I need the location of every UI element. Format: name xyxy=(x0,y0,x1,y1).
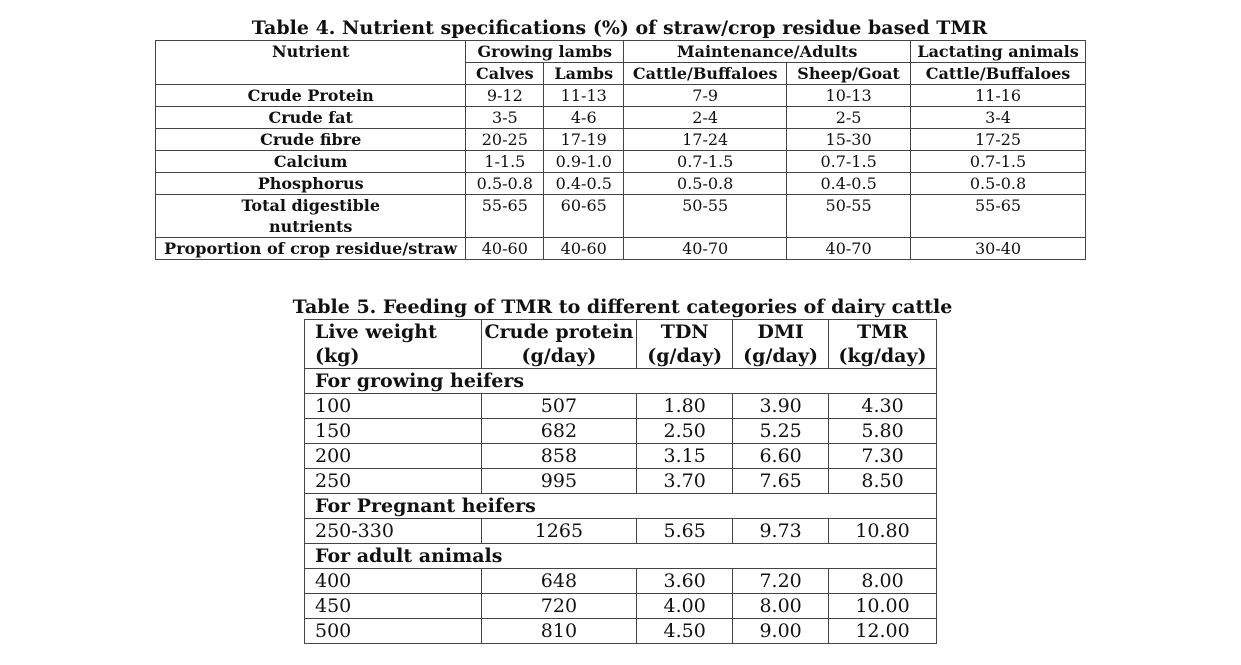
table-cell: 4-6 xyxy=(544,107,624,129)
header-maintenance-adults: Maintenance/Adults xyxy=(624,41,911,63)
table-cell: 10.00 xyxy=(829,594,937,619)
table-cell: 50-55 xyxy=(787,195,911,238)
header-tdn xyxy=(637,320,733,369)
table-cell: 1.80 xyxy=(637,394,733,419)
header-crude-protein xyxy=(481,320,637,369)
table-cell: 400 xyxy=(305,569,482,594)
section-title: For Pregnant heifers xyxy=(305,494,937,519)
table-cell: 11-16 xyxy=(911,85,1086,107)
table-cell: 2-4 xyxy=(624,107,787,129)
table-cell: 55-65 xyxy=(911,195,1086,238)
table-cell: 810 xyxy=(481,619,637,644)
table-cell: 9-12 xyxy=(466,85,544,107)
header-lambs: Lambs xyxy=(544,63,624,85)
table-cell: 858 xyxy=(481,444,637,469)
header-line: TDN xyxy=(660,321,709,343)
table-cell: 40-60 xyxy=(544,238,624,260)
table-cell: 250-330 xyxy=(305,519,482,544)
table-cell: 7.20 xyxy=(733,569,829,594)
table-cell: 1-1.5 xyxy=(466,151,544,173)
table-row xyxy=(156,129,1086,151)
table-cell: 7-9 xyxy=(624,85,787,107)
section-row xyxy=(305,369,937,394)
header-line: (g/day) xyxy=(521,345,597,367)
table-cell: 4.30 xyxy=(829,394,937,419)
header-line: (kg/day) xyxy=(838,345,927,367)
header-tmr xyxy=(829,320,937,369)
table-cell: 3.60 xyxy=(637,569,733,594)
table-cell: 40-60 xyxy=(466,238,544,260)
table-cell: 0.7-1.5 xyxy=(624,151,787,173)
header-calves: Calves xyxy=(466,63,544,85)
table-cell: 450 xyxy=(305,594,482,619)
table-cell: 0.4-0.5 xyxy=(787,173,911,195)
table-row xyxy=(305,569,937,594)
row-label-line: nutrients xyxy=(268,217,353,236)
table-row xyxy=(156,85,1086,107)
table-4-caption: Table 4. Nutrient specifications (%) of straw/crop residue based TMR xyxy=(251,17,988,39)
table-cell: 3.90 xyxy=(733,394,829,419)
table-cell: 5.25 xyxy=(733,419,829,444)
table-cell: 55-65 xyxy=(466,195,544,238)
table-cell: 8.00 xyxy=(733,594,829,619)
tmr-feeding-table xyxy=(304,319,937,644)
table-cell: 6.60 xyxy=(733,444,829,469)
row-label: Crude fat xyxy=(156,107,466,129)
table-cell: 5.80 xyxy=(829,419,937,444)
table-cell: 12.00 xyxy=(829,619,937,644)
table-header-row xyxy=(305,320,937,369)
table-cell: 3.15 xyxy=(637,444,733,469)
table-cell: 11-13 xyxy=(544,85,624,107)
row-label: Phosphorus xyxy=(156,173,466,195)
table-header-row xyxy=(156,41,1086,63)
table-row xyxy=(156,173,1086,195)
table-cell: 500 xyxy=(305,619,482,644)
section-title: For growing heifers xyxy=(305,369,937,394)
section-row xyxy=(305,494,937,519)
table-cell: 8.50 xyxy=(829,469,937,494)
table-row xyxy=(305,519,937,544)
header-line: (g/day) xyxy=(647,345,723,367)
table-cell: 200 xyxy=(305,444,482,469)
header-nutrient: Nutrient xyxy=(156,41,466,85)
table-row xyxy=(305,594,937,619)
table-cell: 17-24 xyxy=(624,129,787,151)
row-label-line: Total digestible xyxy=(241,196,381,215)
section-title: For adult animals xyxy=(305,544,937,569)
header-line: DMI xyxy=(757,321,804,343)
table-cell: 17-25 xyxy=(911,129,1086,151)
table-cell: 5.65 xyxy=(637,519,733,544)
table-cell: 250 xyxy=(305,469,482,494)
table-cell: 2.50 xyxy=(637,419,733,444)
table-cell: 40-70 xyxy=(624,238,787,260)
table-row xyxy=(305,444,937,469)
table-cell: 50-55 xyxy=(624,195,787,238)
table-cell: 150 xyxy=(305,419,482,444)
table-row xyxy=(305,469,937,494)
table-cell: 17-19 xyxy=(544,129,624,151)
table-row xyxy=(156,195,1086,238)
section-row xyxy=(305,544,937,569)
table-cell: 15-30 xyxy=(787,129,911,151)
header-live-weight: Live weight (kg) xyxy=(305,320,482,369)
table-cell: 3-5 xyxy=(466,107,544,129)
table-cell: 10.80 xyxy=(829,519,937,544)
table-cell: 3-4 xyxy=(911,107,1086,129)
table-cell: 0.7-1.5 xyxy=(787,151,911,173)
header-lactating-animals: Lactating animals xyxy=(911,41,1086,63)
table-cell: 20-25 xyxy=(466,129,544,151)
table-cell: 0.5-0.8 xyxy=(624,173,787,195)
table-cell: 0.7-1.5 xyxy=(911,151,1086,173)
table-5-caption: Table 5. Feeding of TMR to different categories of dairy cattle xyxy=(292,296,953,318)
table-cell: 682 xyxy=(481,419,637,444)
table-row xyxy=(305,419,937,444)
table-cell: 4.50 xyxy=(637,619,733,644)
header-cattle-buffaloes: Cattle/Buffaloes xyxy=(624,63,787,85)
row-label: Crude Protein xyxy=(156,85,466,107)
table-cell: 1265 xyxy=(481,519,637,544)
header-line: Crude protein xyxy=(484,321,634,343)
table-cell: 0.9-1.0 xyxy=(544,151,624,173)
table-cell: 3.70 xyxy=(637,469,733,494)
table-cell: 0.5-0.8 xyxy=(911,173,1086,195)
table-cell: 8.00 xyxy=(829,569,937,594)
header-lactating-cattle-buffaloes: Cattle/Buffaloes xyxy=(911,63,1086,85)
row-label xyxy=(156,195,466,238)
table-cell: 10-13 xyxy=(787,85,911,107)
table-row xyxy=(156,151,1086,173)
row-label: Proportion of crop residue/straw xyxy=(156,238,466,260)
table-cell: 9.00 xyxy=(733,619,829,644)
header-line: (g/day) xyxy=(743,345,819,367)
table-cell: 0.5-0.8 xyxy=(466,173,544,195)
table-cell: 100 xyxy=(305,394,482,419)
table-row xyxy=(305,619,937,644)
table-row xyxy=(156,238,1086,260)
table-cell: 40-70 xyxy=(787,238,911,260)
table-row xyxy=(305,394,937,419)
table-cell: 4.00 xyxy=(637,594,733,619)
table-cell: 7.65 xyxy=(733,469,829,494)
row-label: Crude fibre xyxy=(156,129,466,151)
table-cell: 30-40 xyxy=(911,238,1086,260)
header-sheep-goat: Sheep/Goat xyxy=(787,63,911,85)
table-cell: 0.4-0.5 xyxy=(544,173,624,195)
table-row xyxy=(156,107,1086,129)
table-cell: 7.30 xyxy=(829,444,937,469)
row-label: Calcium xyxy=(156,151,466,173)
table-cell: 648 xyxy=(481,569,637,594)
table-cell: 507 xyxy=(481,394,637,419)
table-cell: 60-65 xyxy=(544,195,624,238)
header-dmi xyxy=(733,320,829,369)
table-cell: 9.73 xyxy=(733,519,829,544)
header-line: TMR xyxy=(857,321,908,343)
header-growing-lambs: Growing lambs xyxy=(466,41,624,63)
table-cell: 2-5 xyxy=(787,107,911,129)
table-cell: 995 xyxy=(481,469,637,494)
nutrient-specifications-table xyxy=(155,40,1086,260)
table-cell: 720 xyxy=(481,594,637,619)
